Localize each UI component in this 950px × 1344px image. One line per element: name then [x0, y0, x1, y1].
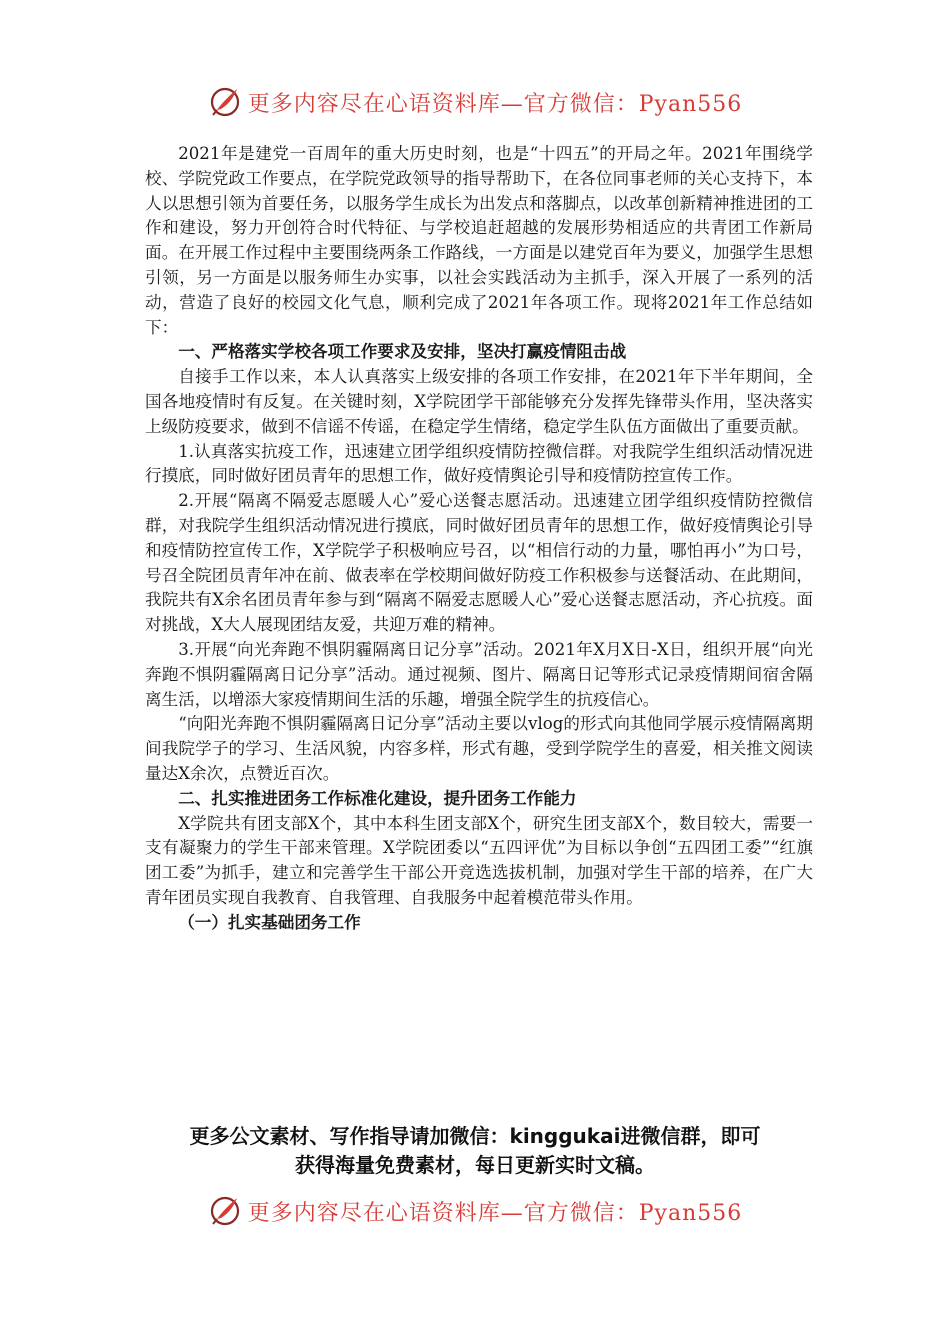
intro-paragraph: 2021年是建党一百周年的重大历史时刻，也是“十四五”的开局之年。2021年围绕学校、学院党政工作要点，在学院党政领导的指导帮助下，在各位同事老师的关心支持下，本人以思想引领为首要任务，以服务学生成长为出发点和落脚点，以改革创新精神推进团的工作和建设，努力开创符合时代特征、与学校追赶超越的发展形势相适应的共青团工作新局面。在开展工作过程中主要围绕两条工作路线，一方面是以建党百年为要义，加强学生思想引领，另一方面是以服务师生办实事，以社会实践活动为主抓手，深入开展了一系列的活动，营造了良好的校园文化气息，顺利完成了2021年各项工作。现将2021年工作总结如下：	[145, 144, 813, 337]
section2-paragraph: X学院共有团支部X个，其中本科生团支部X个，研究生团支部X个，数目较大，需要一支有凝聚力的学生干部来管理。X学院团委以“五四评优”为目标以争创“五四团工委”“红旗团工委”为抓手，建立和完善学生干部公开竞选选拔机制，加强对学生干部的培养，在广大青年团员实现自我教育、自我管理、自我服务中起着模范带头作用。	[145, 813, 813, 907]
section1-paragraph-2: “向阳光奔跑不惧阴霾隔离日记分享”活动主要以vlog的形式向其他同学展示疫情隔离期间我院学子的学习、生活风貌，内容多样，形式有趣，受到学院学生的喜爱，相关推文阅读量达X余次，点赞近百次。	[145, 714, 813, 783]
footer-banner-text: 更多内容尽在心语资料库—官方微信：Pyan556	[247, 1200, 743, 1226]
quill-pen-logo-icon	[208, 1194, 242, 1228]
header-banner	[0, 82, 950, 122]
section2-subheading: （一）扎实基础团务工作	[178, 912, 361, 932]
section1-item-1: 1.认真落实抗疫工作，迅速建立团学组织疫情防控微信群。对我院学生组织活动情况进行摸底，同时做好团员青年的思想工作，做好疫情舆论引导和疫情防控宣传工作。	[145, 441, 813, 486]
document-body	[145, 142, 813, 936]
section1-heading: 一、严格落实学校各项工作要求及安排，坚决打赢疫情阻击战	[178, 342, 627, 362]
section1-paragraph: 自接手工作以来，本人认真落实上级安排的各项工作安排，在2021年下半年期间，全国各地疫情时有反复。在关键时刻，X学院团学干部能够充分发挥先锋带头作用，坚决落实上级防疫要求，做到不信谣不传谣，在稳定学生情绪，稳定学生队伍方面做出了重要贡献。	[145, 367, 813, 436]
promo-line-1: 更多公文素材、写作指导请加微信：kinggukai进微信群，即可	[189, 1124, 761, 1148]
section1-item-2: 2.开展“隔离不隔爱志愿暖人心”爱心送餐志愿活动。迅速建立团学组织疫情防控微信群，对我院学生组织活动情况进行摸底，同时做好团员青年的思想工作，做好疫情舆论引导和疫情防控宣传工作，X学院学子积极响应号召，以“相信行动的力量，哪怕再小”为口号，号召全院团员青年冲在前、做表率在学校期间做好防疫工作积极参与送餐活动、在此期间，我院共有X余名团员青年参与到“隔离不隔爱志愿暖人心”爱心送餐志愿活动，齐心抗疫。面对挑战，X大人展现团结友爱，共迎万难的精神。	[145, 491, 813, 635]
promo-line-2: 获得海量免费素材，每日更新实时文稿。	[295, 1153, 655, 1177]
footer-banner	[0, 1191, 950, 1231]
section2-heading: 二、扎实推进团务工作标准化建设，提升团务工作能力	[178, 788, 577, 808]
promo-block	[0, 1122, 950, 1180]
quill-pen-logo-icon	[208, 85, 242, 119]
section1-item-3: 3.开展“向光奔跑不惧阴霾隔离日记分享”活动。2021年X月X日-X日，组织开展“向光奔跑不惧阴霾隔离日记分享”活动。通过视频、图片、隔离日记等形式记录疫情期间宿舍隔离生活，以增添大家疫情期间生活的乐趣，增强全院学生的抗疫信心。	[145, 639, 813, 709]
header-banner-text: 更多内容尽在心语资料库—官方微信：Pyan556	[247, 91, 743, 117]
